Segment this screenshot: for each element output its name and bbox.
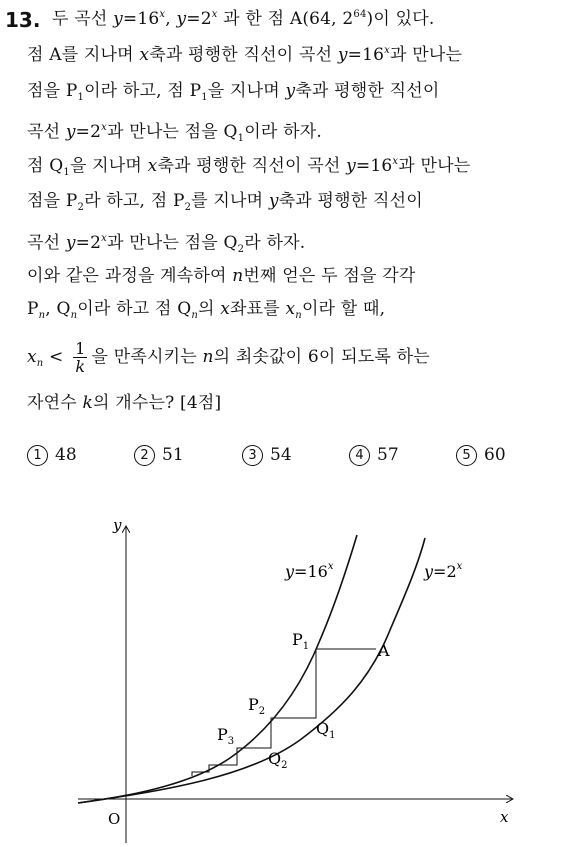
text: 점 Q — [27, 156, 64, 176]
text: 과 만나는 점을 Q — [106, 122, 238, 142]
var-n: n — [232, 266, 244, 286]
exp-x: x — [159, 9, 166, 20]
choice-value: 60 — [484, 445, 506, 465]
text: =16 — [122, 9, 160, 29]
text: 과 만나는 — [389, 45, 463, 65]
text: P — [27, 299, 39, 319]
var-x: x — [285, 299, 296, 319]
curve-y-2x — [78, 538, 425, 803]
circled-number: 5 — [456, 445, 477, 466]
text: 점을 P — [27, 191, 78, 211]
text: 를 지나며 — [191, 191, 269, 211]
subscript: 2 — [281, 760, 288, 771]
subscript: 2 — [184, 202, 192, 213]
var-x: x — [27, 347, 37, 367]
text: 축과 평행한 직선이 — [295, 81, 440, 101]
y-axis-label: y — [113, 516, 122, 534]
subscript: 1 — [63, 167, 70, 178]
subscript: 3 — [227, 736, 235, 747]
text: 축과 평행한 직선이 곡선 — [149, 45, 338, 65]
text: , Q — [45, 299, 71, 319]
text: 을 지나며 — [207, 81, 286, 101]
choice-value: 51 — [162, 445, 184, 465]
var-y: y — [65, 233, 76, 253]
text: 곡선 — [27, 233, 66, 253]
text: 라 하자. — [244, 233, 306, 253]
subscript-n: n — [38, 310, 46, 321]
circled-number: 1 — [27, 445, 48, 466]
step-path — [192, 649, 376, 776]
question-number: 13. — [5, 8, 41, 32]
text: =16 — [355, 156, 393, 176]
exp-64: 64 — [353, 9, 367, 20]
choice-value: 57 — [377, 445, 399, 465]
point-P2-label — [248, 695, 265, 717]
text: 을 지나며 — [69, 156, 148, 176]
text: 좌표를 — [230, 299, 286, 319]
text: 이라 하고 점 Q — [77, 299, 192, 319]
var-y: y — [285, 81, 296, 101]
numerator: 1 — [75, 339, 86, 358]
circled-number: 2 — [134, 445, 155, 466]
point-P3-label — [217, 725, 234, 747]
curve-16x-label: $y=16^x$ — [285, 561, 334, 581]
var-x: x — [139, 45, 150, 65]
text: 곡선 — [27, 122, 66, 142]
var-y: y — [337, 45, 348, 65]
subscript-n: n — [70, 310, 78, 321]
exp-x: x — [392, 156, 399, 167]
text: 두 곡선 — [52, 9, 114, 29]
var-k: k — [82, 393, 93, 413]
var-y: y — [346, 156, 356, 176]
curve-2x-label: $y=2^x$ — [424, 561, 463, 581]
text: 번째 얻은 두 점을 각각 — [243, 266, 416, 286]
var-n: n — [202, 347, 214, 367]
p-letter: P — [217, 725, 228, 744]
subscript: 1 — [77, 92, 85, 103]
less-than: < — [43, 347, 70, 367]
var-x: x — [220, 299, 231, 319]
var-x: x — [147, 156, 158, 176]
text: =2 — [186, 9, 212, 29]
text: 축과 평행한 직선이 곡선 — [157, 156, 347, 176]
subscript: 2 — [77, 202, 85, 213]
exp-x: x — [211, 9, 218, 20]
text: 과 만나는 — [398, 156, 471, 176]
text: 과 한 점 A(64, 2 — [217, 9, 354, 29]
circled-number: 4 — [349, 445, 370, 466]
q-letter: Q — [316, 719, 330, 738]
point-Q1-label — [316, 719, 336, 741]
subscript: 1 — [237, 133, 245, 144]
choice-value: 54 — [270, 445, 292, 465]
text: 의 — [197, 299, 221, 319]
subscript: 1 — [329, 730, 336, 741]
point-Q2-label — [268, 749, 288, 771]
var-y: y — [176, 9, 187, 29]
subscript-n: n — [191, 310, 198, 321]
p-letter: P — [248, 695, 259, 714]
subscript-n: n — [295, 310, 302, 321]
text: 라 하고, 점 P — [84, 191, 185, 211]
subscript-n: n — [36, 358, 44, 369]
text: )이 있다. — [366, 9, 435, 29]
exp-x: x — [384, 45, 390, 56]
text: =2 — [75, 233, 102, 253]
p-letter: P — [292, 630, 303, 649]
text: 의 개수는? [4점] — [93, 393, 222, 413]
circled-number: 3 — [242, 445, 263, 466]
subscript: 1 — [302, 641, 310, 652]
text: 축과 평행한 직선이 — [278, 191, 423, 211]
point-A-label: A — [378, 641, 390, 660]
point-P1-label — [292, 630, 309, 652]
text: 이라 하자. — [244, 122, 322, 142]
var-y: y — [268, 191, 279, 211]
text: 점 A를 지나며 — [27, 45, 140, 65]
text: =2 — [75, 122, 102, 142]
denominator: k — [75, 357, 86, 376]
text: =16 — [347, 45, 385, 65]
text: 자연수 — [27, 393, 83, 413]
text: 이와 같은 과정을 계속하여 — [27, 266, 233, 286]
choice-value: 48 — [55, 445, 77, 465]
origin-label: O — [108, 810, 121, 828]
q-letter: Q — [268, 749, 282, 768]
text: 을 만족시키는 — [91, 347, 203, 367]
text: 이라 할 때, — [301, 299, 386, 319]
var-y: y — [65, 122, 76, 142]
subscript: 2 — [237, 244, 245, 255]
var-y: y — [113, 9, 123, 29]
text: 이라 하고, 점 P — [84, 81, 202, 101]
subscript: 1 — [201, 92, 208, 103]
subscript: 2 — [258, 706, 266, 717]
text: , — [165, 9, 177, 29]
text: 과 만나는 점을 Q — [106, 233, 238, 253]
exp-x: x — [101, 233, 107, 244]
text: 점을 P — [27, 81, 78, 101]
text: 의 최솟값이 6이 되도록 하는 — [213, 347, 430, 367]
x-axis-label: x — [500, 808, 509, 826]
exp-x: x — [101, 122, 107, 133]
